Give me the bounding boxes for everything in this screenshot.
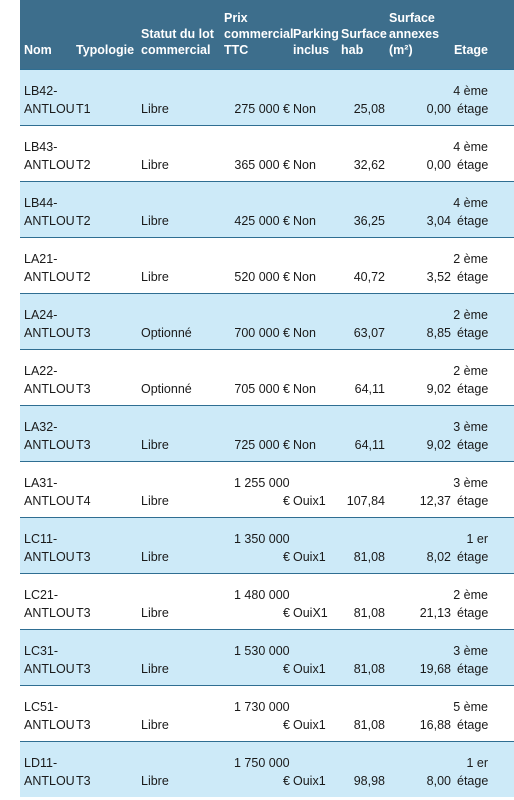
cell-prix-line1: 1 350 000 — [234, 532, 290, 546]
cell-surface-hab: 98,98 — [353, 774, 385, 788]
cell-nom-line1: LB44- — [24, 196, 58, 210]
cell-parking: Ouix1 — [293, 718, 326, 732]
cell-prix: 700 000 € — [234, 326, 290, 340]
cell-etage-line2: étage — [457, 550, 489, 564]
table-row[interactable] — [20, 461, 514, 517]
header-surface-hab-line2: hab — [341, 43, 364, 57]
cell-etage-line1: 1 er — [466, 532, 488, 546]
cell-parking: Ouix1 — [293, 662, 326, 676]
cell-prix-line1: 1 255 000 — [234, 476, 290, 490]
cell-typologie: T3 — [76, 718, 91, 732]
cell-surface-annexes: 8,00 — [426, 774, 451, 788]
cell-prix-line1: 1 730 000 — [234, 700, 290, 714]
header-surface-hab[interactable] — [341, 26, 387, 58]
cell-prix: 365 000 € — [234, 158, 290, 172]
cell-surface-hab: 107,84 — [346, 494, 385, 508]
table-row[interactable] — [20, 517, 514, 573]
cell-etage-line1: 3 ème — [453, 420, 488, 434]
cell-statut: Optionné — [141, 382, 192, 396]
header-surface-annexes-line3: (m²) — [389, 43, 413, 57]
cell-surface-annexes: 3,04 — [426, 214, 451, 228]
header-prix-line1: Prix — [224, 11, 248, 25]
cell-nom-line2: ANTLOU — [24, 494, 75, 508]
cell-statut: Libre — [141, 158, 169, 172]
header-surface-annexes-line2: annexes — [389, 27, 440, 41]
cell-etage-line1: 2 ème — [453, 308, 488, 322]
cell-prix-line2: € — [283, 494, 290, 508]
cell-etage-line1: 4 ème — [453, 140, 488, 154]
cell-prix: 425 000 € — [234, 214, 290, 228]
cell-parking: Non — [293, 102, 316, 116]
cell-nom-line2: ANTLOU — [24, 158, 75, 172]
cell-nom-line2: ANTLOU — [24, 606, 75, 620]
cell-etage-line2: étage — [457, 382, 489, 396]
cell-etage-line2: étage — [457, 158, 489, 172]
table-body — [20, 69, 514, 797]
cell-surface-annexes: 12,37 — [419, 494, 451, 508]
cell-prix-line1: 1 530 000 — [234, 644, 290, 658]
cell-nom-line1: LC21- — [24, 588, 59, 602]
cell-nom-line2: ANTLOU — [24, 326, 75, 340]
cell-nom-line1: LA24- — [24, 308, 58, 322]
cell-prix: 705 000 € — [234, 382, 290, 396]
cell-nom-line1: LD11- — [24, 756, 58, 770]
cell-surface-annexes: 0,00 — [426, 158, 451, 172]
cell-nom-line1: LA22- — [24, 364, 58, 378]
cell-etage-line1: 4 ème — [453, 196, 488, 210]
header-surface-hab-line1: Surface — [341, 27, 387, 41]
table-row[interactable] — [20, 741, 514, 797]
cell-typologie: T3 — [76, 774, 91, 788]
cell-parking: Non — [293, 438, 316, 452]
cell-prix-line2: € — [283, 550, 290, 564]
cell-parking: Non — [293, 326, 316, 340]
cell-nom-line2: ANTLOU — [24, 774, 75, 788]
cell-surface-hab: 63,07 — [353, 326, 385, 340]
cell-parking: Non — [293, 382, 316, 396]
cell-nom-line1: LB42- — [24, 84, 58, 98]
cell-etage-line1: 2 ème — [453, 364, 488, 378]
cell-nom-line1: LC11- — [24, 532, 58, 546]
cell-parking: Ouix1 — [293, 550, 326, 564]
cell-typologie: T3 — [76, 382, 91, 396]
cell-parking: OuiX1 — [293, 606, 328, 620]
cell-nom-line2: ANTLOU — [24, 718, 75, 732]
cell-surface-annexes: 16,88 — [419, 718, 451, 732]
cell-typologie: T3 — [76, 326, 91, 340]
cell-prix-line1: 1 750 000 — [234, 756, 290, 770]
cell-nom-line1: LA32- — [24, 420, 58, 434]
cell-nom-line1: LC51- — [24, 700, 59, 714]
table-row[interactable] — [20, 125, 514, 181]
header-statut-line2: commercial — [141, 43, 211, 57]
table-row[interactable] — [20, 69, 514, 125]
cell-surface-hab: 40,72 — [353, 270, 385, 284]
header-surface-annexes[interactable] — [389, 10, 439, 58]
cell-prix-line2: € — [283, 774, 290, 788]
cell-typologie: T2 — [76, 270, 91, 284]
table-header — [20, 0, 514, 69]
cell-statut: Libre — [141, 270, 169, 284]
cell-statut: Libre — [141, 102, 169, 116]
cell-etage-line1: 4 ème — [453, 84, 488, 98]
cell-prix: 275 000 € — [234, 102, 290, 116]
cell-nom-line2: ANTLOU — [24, 270, 75, 284]
table-row[interactable] — [20, 293, 514, 349]
cell-statut: Libre — [141, 438, 169, 452]
header-nom[interactable]: Nom — [24, 43, 52, 57]
cell-typologie: T3 — [76, 606, 91, 620]
cell-surface-hab: 81,08 — [353, 718, 385, 732]
cell-surface-annexes: 19,68 — [419, 662, 451, 676]
cell-nom-line1: LB43- — [24, 140, 58, 154]
cell-surface-hab: 81,08 — [353, 550, 385, 564]
cell-etage-line2: étage — [457, 494, 489, 508]
cell-statut: Libre — [141, 494, 169, 508]
cell-etage-line1: 5 ème — [453, 700, 488, 714]
header-etage[interactable]: Etage — [453, 43, 488, 57]
cell-surface-annexes: 9,02 — [426, 438, 451, 452]
cell-surface-hab: 64,11 — [354, 438, 385, 452]
cell-parking: Non — [293, 214, 316, 228]
cell-typologie: T3 — [76, 662, 91, 676]
header-typologie[interactable]: Typologie — [76, 43, 135, 57]
cell-etage-line2: étage — [457, 214, 489, 228]
header-statut[interactable] — [141, 26, 214, 58]
cell-nom-line1: LA21- — [24, 252, 58, 266]
cell-statut: Libre — [141, 718, 169, 732]
cell-prix-line2: € — [283, 662, 290, 676]
header-prix[interactable] — [224, 10, 293, 58]
cell-etage-line2: étage — [457, 438, 489, 452]
cell-surface-hab: 81,08 — [353, 662, 385, 676]
header-surface-annexes-line1: Surface — [389, 11, 435, 25]
lots-table — [20, 0, 514, 797]
header-parking-line2: inclus — [293, 43, 330, 57]
cell-surface-hab: 36,25 — [353, 214, 385, 228]
cell-etage-line1: 2 ème — [453, 588, 488, 602]
cell-prix: 725 000 € — [234, 438, 290, 452]
cell-nom-line2: ANTLOU — [24, 550, 75, 564]
cell-etage-line1: 2 ème — [453, 252, 488, 266]
cell-etage-line1: 3 ème — [453, 476, 488, 490]
cell-typologie: T2 — [76, 158, 91, 172]
cell-etage-line1: 3 ème — [453, 644, 488, 658]
cell-etage-line2: étage — [457, 774, 489, 788]
table-row[interactable] — [20, 629, 514, 685]
header-prix-line2: commercial — [224, 27, 294, 41]
cell-surface-hab: 64,11 — [354, 382, 385, 396]
cell-parking: Non — [293, 158, 316, 172]
cell-surface-annexes: 3,52 — [426, 270, 451, 284]
header-parking[interactable] — [293, 26, 339, 58]
cell-nom-line1: LA31- — [24, 476, 58, 490]
table-row[interactable] — [20, 237, 514, 293]
cell-prix-line2: € — [283, 606, 290, 620]
cell-parking: Ouix1 — [293, 494, 326, 508]
cell-etage-line2: étage — [457, 718, 489, 732]
cell-typologie: T3 — [76, 438, 91, 452]
table-row[interactable] — [20, 349, 514, 405]
cell-parking: Ouix1 — [293, 774, 326, 788]
table-row[interactable] — [20, 405, 514, 461]
cell-etage-line2: étage — [457, 102, 489, 116]
cell-etage-line2: étage — [457, 326, 489, 340]
cell-prix-line2: € — [283, 718, 290, 732]
header-parking-line1: Parking — [293, 27, 339, 41]
cell-surface-annexes: 8,02 — [426, 550, 451, 564]
table-row[interactable] — [20, 685, 514, 741]
cell-nom-line2: ANTLOU — [24, 382, 75, 396]
cell-statut: Libre — [141, 774, 169, 788]
cell-nom-line2: ANTLOU — [24, 214, 75, 228]
cell-statut: Libre — [141, 550, 169, 564]
cell-surface-hab: 32,62 — [353, 158, 385, 172]
cell-surface-hab: 81,08 — [353, 606, 385, 620]
cell-nom-line2: ANTLOU — [24, 662, 75, 676]
cell-etage-line2: étage — [457, 606, 489, 620]
cell-nom-line2: ANTLOU — [24, 102, 75, 116]
cell-statut: Libre — [141, 606, 169, 620]
cell-surface-annexes: 9,02 — [426, 382, 451, 396]
cell-statut: Libre — [141, 214, 169, 228]
cell-surface-hab: 25,08 — [353, 102, 385, 116]
header-statut-line1: Statut du lot — [141, 27, 214, 41]
cell-nom-line1: LC31- — [24, 644, 59, 658]
table-row[interactable] — [20, 181, 514, 237]
cell-surface-annexes: 0,00 — [426, 102, 451, 116]
cell-statut: Optionné — [141, 326, 192, 340]
cell-surface-annexes: 8,85 — [426, 326, 451, 340]
cell-etage-line2: étage — [457, 662, 489, 676]
cell-prix: 520 000 € — [234, 270, 290, 284]
cell-etage-line2: étage — [457, 270, 489, 284]
cell-typologie: T3 — [76, 550, 91, 564]
cell-typologie: T4 — [76, 494, 91, 508]
table-row[interactable] — [20, 573, 514, 629]
cell-parking: Non — [293, 270, 316, 284]
cell-nom-line2: ANTLOU — [24, 438, 75, 452]
cell-typologie: T1 — [76, 102, 91, 116]
cell-statut: Libre — [141, 662, 169, 676]
cell-etage-line1: 1 er — [466, 756, 488, 770]
cell-typologie: T2 — [76, 214, 91, 228]
cell-surface-annexes: 21,13 — [419, 606, 451, 620]
cell-prix-line1: 1 480 000 — [234, 588, 290, 602]
header-prix-line3: TTC — [224, 43, 249, 57]
